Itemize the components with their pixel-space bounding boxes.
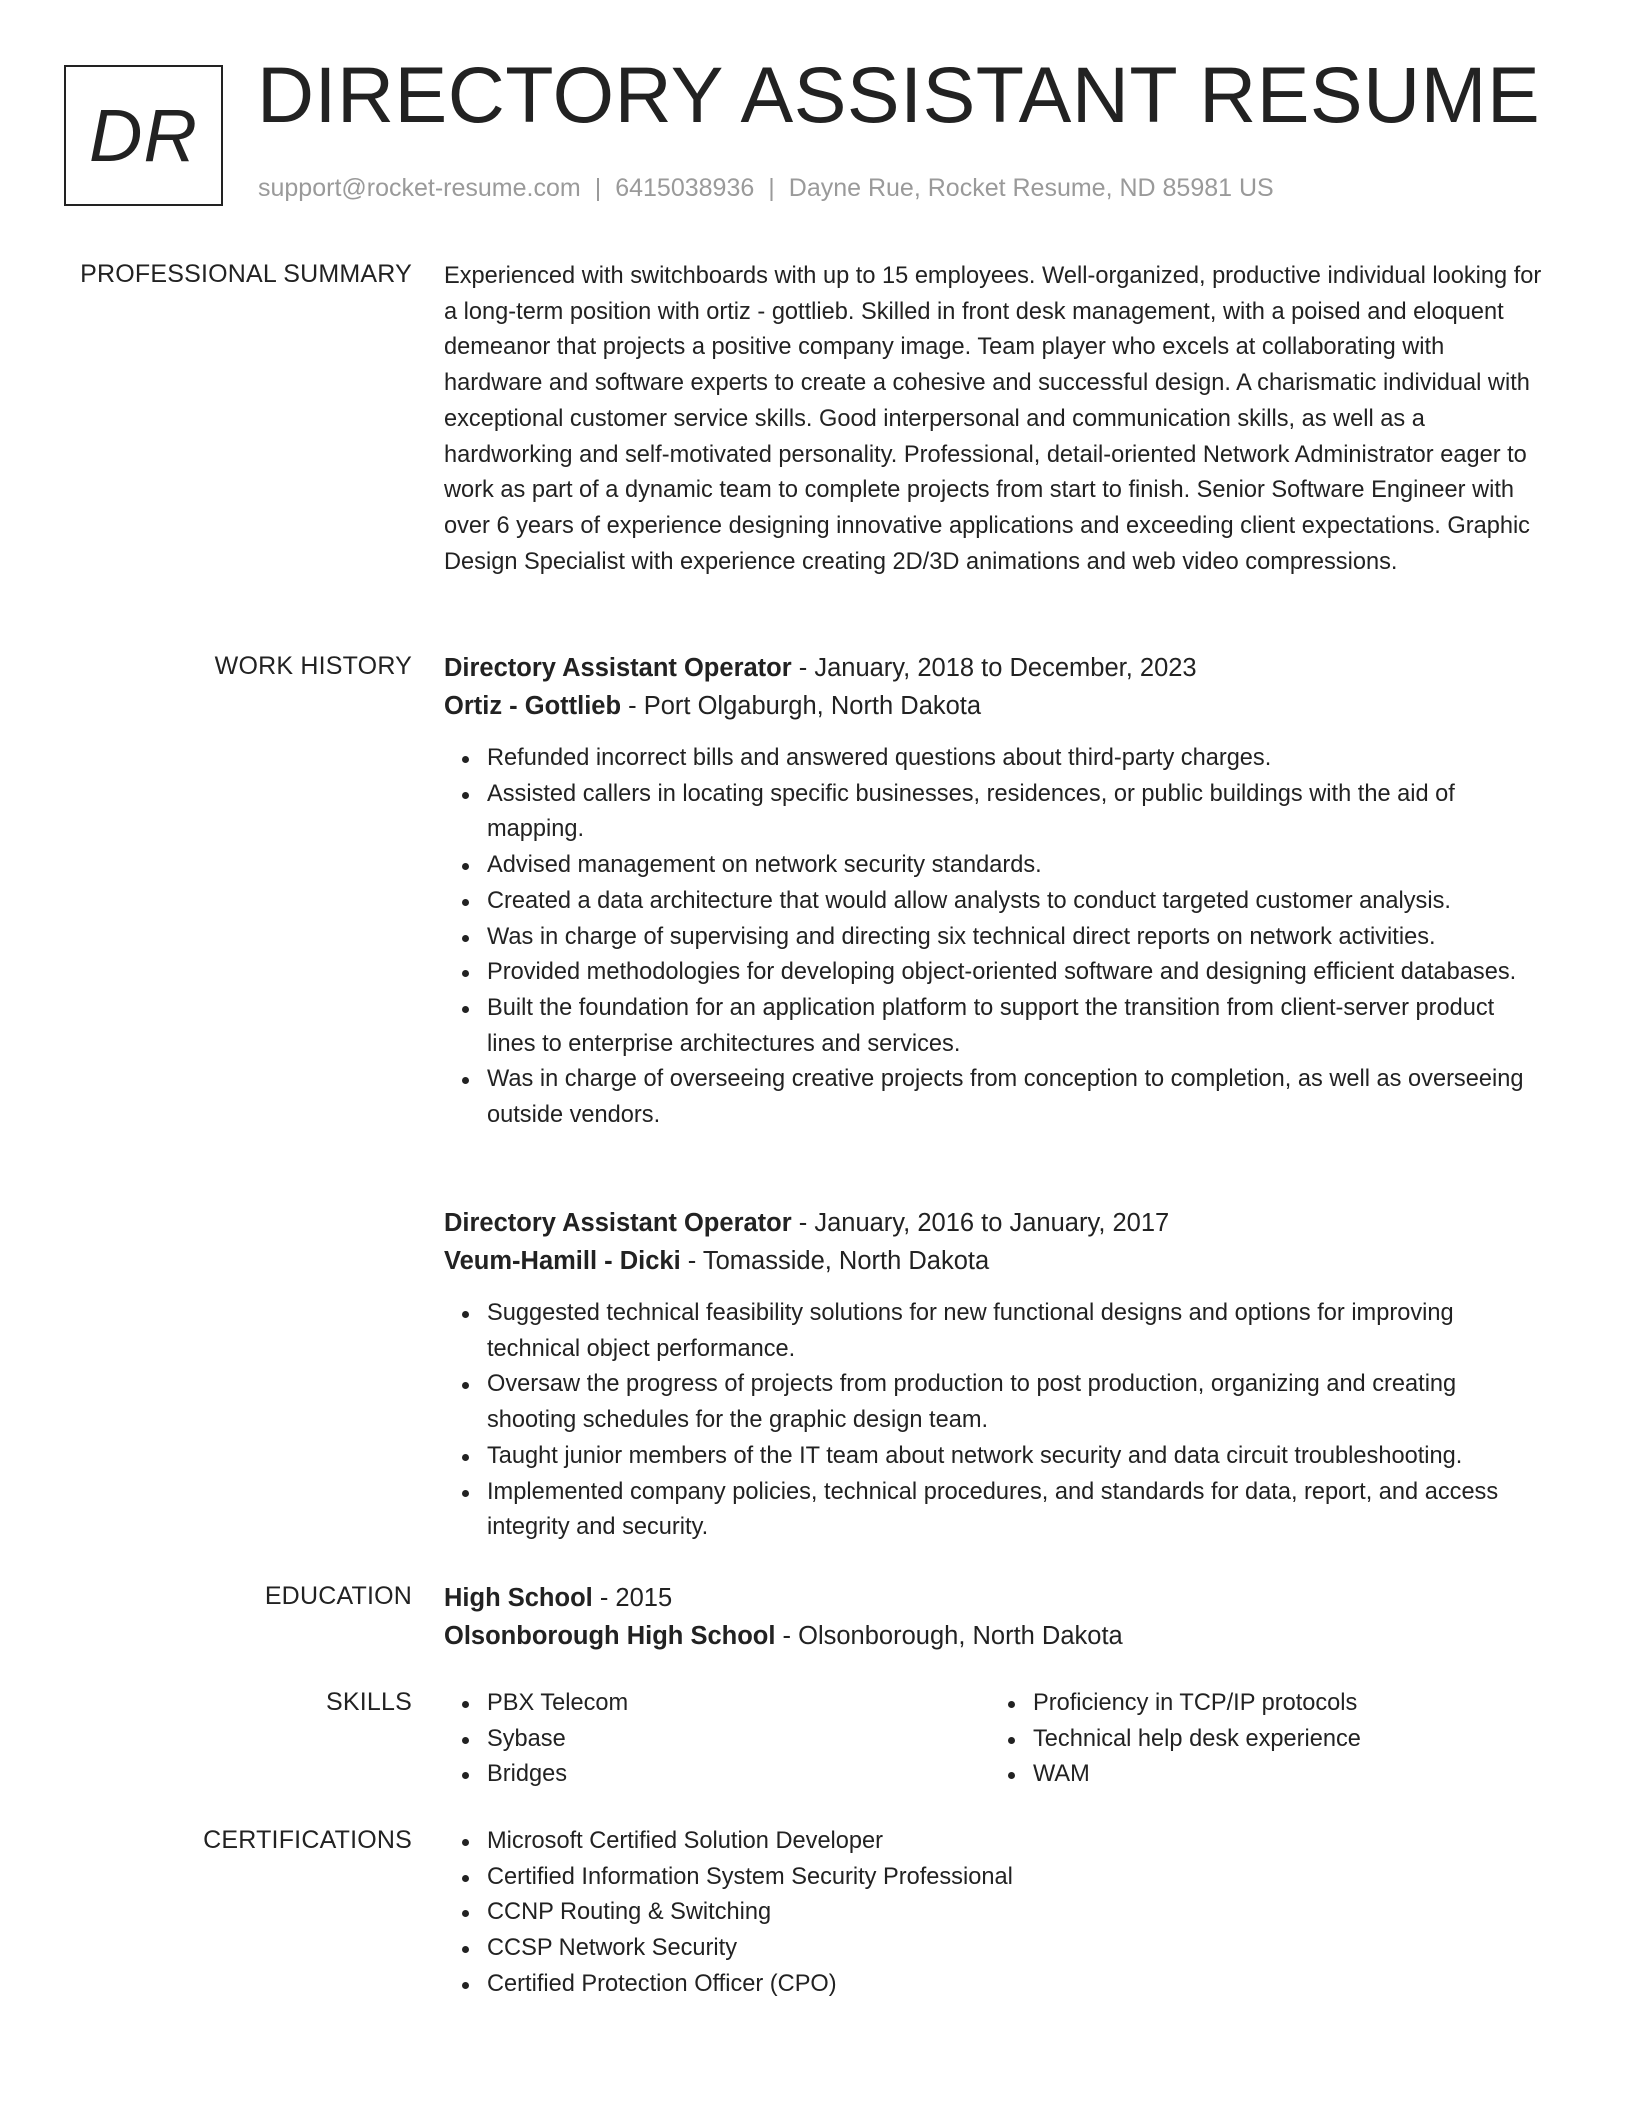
work-history-heading: WORK HISTORY [214,652,412,680]
list-item: Built the foundation for an application platform to support the transition from client-server product lines to enterprise architectures and services. [444,991,1544,1062]
job-entry [444,1205,1544,1546]
contact-phone: 6415038936 [615,174,755,202]
page-title: DIRECTORY ASSISTANT RESUME [257,50,1541,139]
list-item: Was in charge of overseeing creative projects from conception to completion, as well as overseeing outside vendors. [444,1062,1544,1133]
job-location: - Tomasside, North Dakota [680,1246,990,1275]
certification-item: CCNP Routing & Switching [444,1895,1544,1931]
skills-body [444,1686,1544,1796]
certification-item: Certified Protection Officer (CPO) [444,1967,1544,2003]
skills-column [444,1686,984,1793]
list-item: Suggested technical feasibility solutions for new functional designs and options for improving technical object performance. [444,1296,1544,1367]
job-company: Veum-Hamill - Dicki [444,1246,681,1275]
job-dates: - January, 2016 to January, 2017 [791,1209,1170,1237]
skill-item: WAM [990,1757,1530,1793]
contact-address: Dayne Rue, Rocket Resume, ND 85981 US [788,174,1274,202]
monogram-text: DR [89,94,198,177]
job-entry [444,650,1544,1134]
summary-heading: PROFESSIONAL SUMMARY [80,260,412,288]
summary-text: Experienced with switchboards with up to 15 employees. Well-organized, productive individual looking for a long-term position with ortiz - gottlieb. Skilled in front desk management, with a poised and eloquent demeanor that projects a positive company image. Team player who excels at collaborating with hardware and software experts to create a cohesive and successful design. A charismatic individual with exceptional customer service skills. Good interpersonal and communication skills, as well as a hardworking and self-motivated personality. Professional, detail-oriented Network Administrator eager to work as part of a dynamic team to complete projects from start to finish. Senior Software Engineer with over 6 years of experience designing innovative applications and exceeding client expectations. Graphic Design Specialist with experience creating 2D/3D animations and web video compressions. [444,263,1542,575]
job-title-line [444,1205,1544,1243]
skills-heading: SKILLS [326,1688,412,1716]
job-title: Directory Assistant Operator [444,654,792,682]
job-title: Directory Assistant Operator [444,1209,792,1237]
skill-item: PBX Telecom [444,1686,984,1722]
job-bullets [444,741,1544,1134]
education-entry [444,1580,1544,1655]
list-item: Refunded incorrect bills and answered questions about third-party charges. [444,741,1544,777]
certification-item: Microsoft Certified Solution Developer [444,1824,1544,1860]
job-bullets [444,1296,1544,1546]
certification-item: Certified Information System Security Professional [444,1860,1544,1896]
certifications-list [444,1824,1544,2003]
skill-item: Bridges [444,1757,984,1793]
certifications-heading: CERTIFICATIONS [203,1826,412,1854]
summary-body [444,259,1544,580]
list-item: Implemented company policies, technical procedures, and standards for data, report, and access integrity and security. [444,1475,1544,1546]
education-heading: EDUCATION [264,1582,412,1610]
list-item: Assisted callers in locating specific businesses, residences, or public buildings with the aid of mapping. [444,777,1544,848]
certification-item: CCSP Network Security [444,1931,1544,1967]
job-dates: - January, 2018 to December, 2023 [791,654,1197,682]
list-item: Created a data architecture that would allow analysts to conduct targeted customer analysis. [444,884,1544,920]
education-year: - 2015 [592,1584,673,1612]
list-item: Was in charge of supervising and directing six technical direct reports on network activities. [444,920,1544,956]
skills-grid [444,1686,1544,1796]
list-item: Advised management on network security standards. [444,848,1544,884]
list-item: Taught junior members of the IT team about network security and data circuit troubleshooting. [444,1439,1544,1475]
education-school-line [444,1618,1544,1656]
monogram-logo [64,65,223,206]
education-degree: High School [444,1584,593,1612]
education-location: - Olsonborough, North Dakota [775,1621,1123,1650]
education-degree-line [444,1580,1544,1618]
job-title-line [444,650,1544,688]
contact-email: support@rocket-resume.com [258,174,581,202]
list-item: Provided methodologies for developing object-oriented software and designing efficient databases. [444,955,1544,991]
skill-item: Technical help desk experience [990,1722,1530,1758]
contact-line [258,174,1274,203]
list-item: Oversaw the progress of projects from production to post production, organizing and creating shooting schedules for the graphic design team. [444,1367,1544,1438]
skills-column [990,1686,1530,1793]
job-company-line [444,688,1544,726]
skill-item: Sybase [444,1722,984,1758]
contact-separator: | [594,174,602,202]
contact-separator: | [768,174,775,202]
certifications-body [444,1824,1544,2003]
education-school: Olsonborough High School [444,1621,776,1650]
skill-item: Proficiency in TCP/IP protocols [990,1686,1530,1722]
job-company: Ortiz - Gottlieb [444,691,622,720]
job-location: - Port Olgaburgh, North Dakota [621,691,982,720]
job-company-line [444,1243,1544,1281]
